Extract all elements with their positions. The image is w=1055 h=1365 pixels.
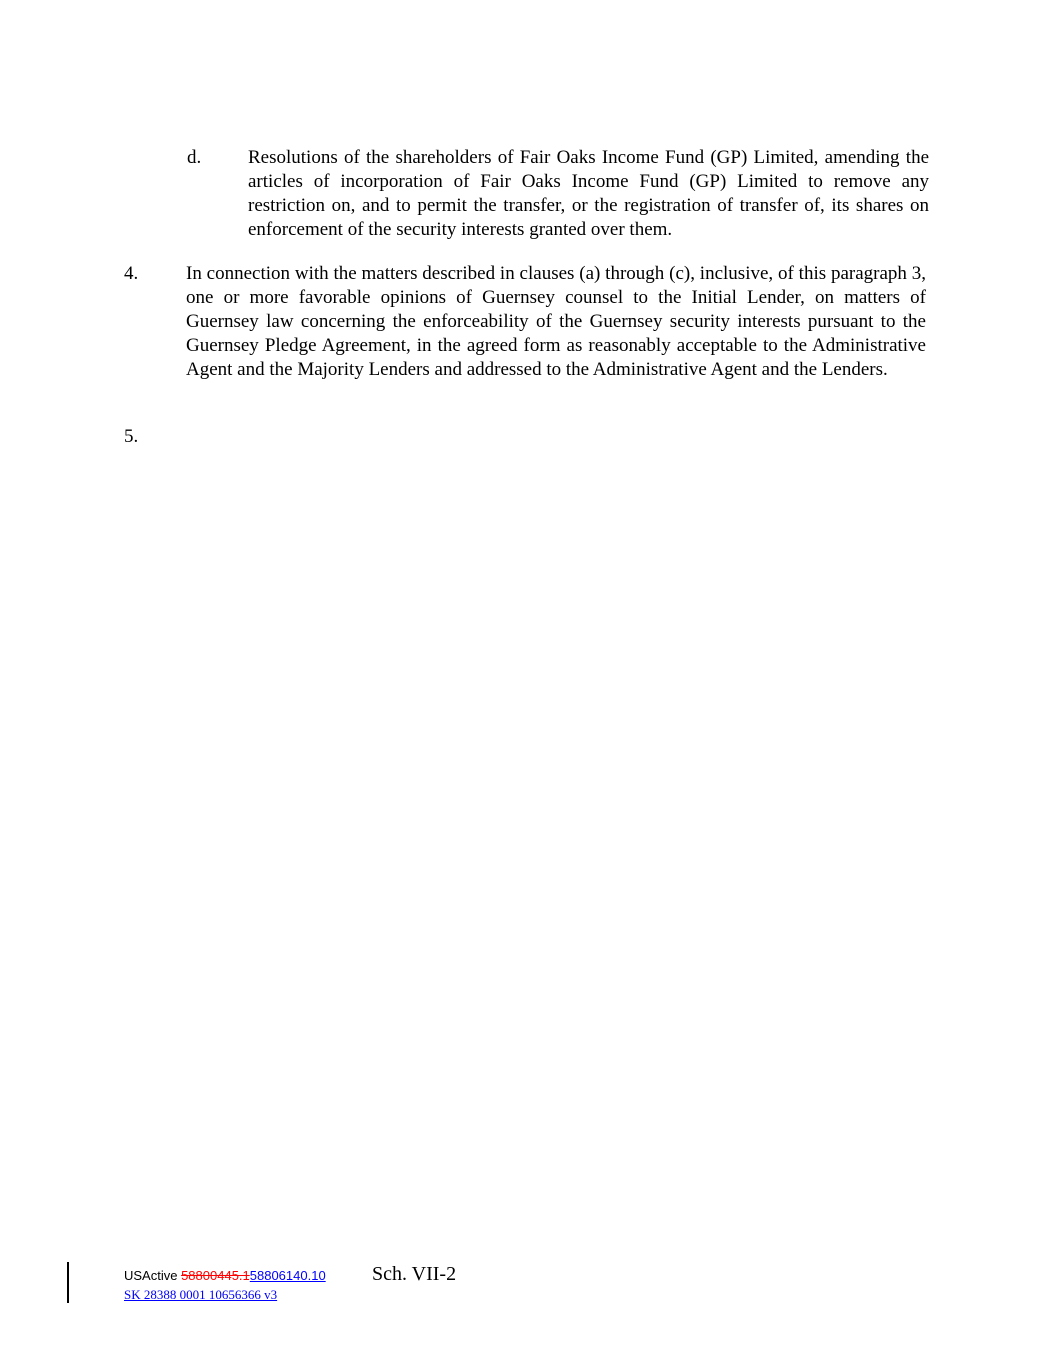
footer-document-reference: SK 28388 0001 10656366 v3: [124, 1287, 278, 1302]
footer-document-id: [124, 1268, 326, 1284]
list-marker: d.: [187, 147, 202, 168]
list-item-text: Resolutions of the shareholders of Fair Oaks Income Fund (GP) Limited, amending the articles of incorporation of Fair Oaks Income Fund (GP) Limited to remove any restriction on, and to permit the transfer, or the registration of transfer of, its shares on enforcement of the security interests granted over them.: [248, 147, 929, 240]
deleted-document-id: 58800445.1: [181, 1268, 250, 1283]
footer-prefix: USActive: [124, 1268, 182, 1283]
list-item-d: [187, 146, 929, 242]
revision-change-bar: [67, 1262, 69, 1303]
list-marker: 5.: [124, 426, 139, 447]
list-item-4: [124, 262, 926, 382]
page-number-label: Sch. VII-2: [372, 1263, 457, 1285]
list-marker: 4.: [124, 263, 139, 284]
list-item-text: In connection with the matters described in clauses (a) through (c), inclusive, of this paragraph 3, one or more favorable opinions of Guernsey counsel to the Initial Lender, on matters of Guernsey law concerning the enforceability of the Guernsey security interests pursuant to the Guernsey Pledge Agreement, in the agreed form as reasonably acceptable to the Administrative Agent and the Majority Lenders and addressed to the Administrative Agent and the Lenders.: [186, 263, 926, 380]
inserted-document-id: 58806140.10: [249, 1268, 326, 1283]
